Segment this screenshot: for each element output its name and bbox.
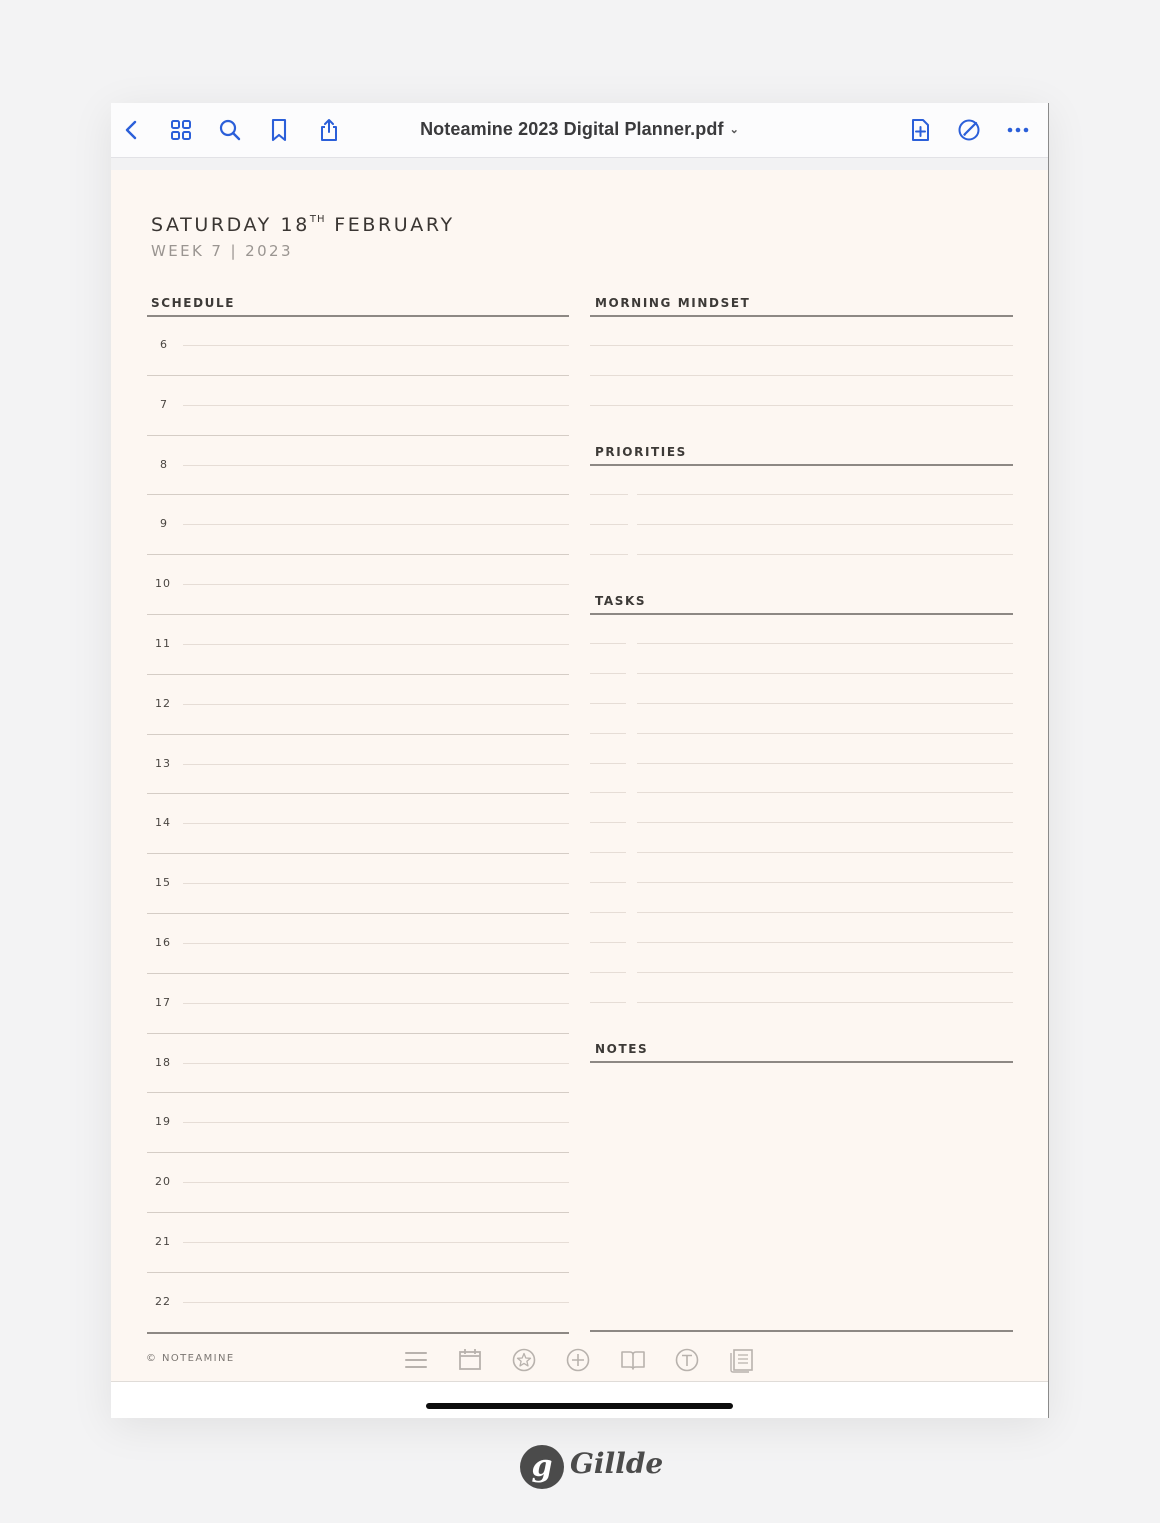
schedule-half-line[interactable] <box>183 823 569 824</box>
schedule-half-line[interactable] <box>183 345 569 346</box>
schedule-hour-line[interactable] <box>147 494 569 495</box>
priority-line[interactable] <box>637 494 1013 495</box>
morning-mindset-label: MORNING MINDSET <box>595 296 751 310</box>
top-toolbar <box>111 103 1048 158</box>
hour-label: 17 <box>155 995 171 1009</box>
mindset-line[interactable] <box>590 405 1013 406</box>
month-text: FEBRUARY <box>334 214 455 236</box>
schedule-half-line[interactable] <box>183 943 569 944</box>
footer-brand: © NOTEAMINE <box>146 1353 235 1364</box>
hour-label: 15 <box>155 876 171 890</box>
task-check-line[interactable] <box>590 882 626 883</box>
schedule-half-line[interactable] <box>183 405 569 406</box>
schedule-half-line[interactable] <box>183 883 569 884</box>
task-line[interactable] <box>637 912 1013 913</box>
task-line[interactable] <box>637 763 1013 764</box>
task-check-line[interactable] <box>590 763 626 764</box>
document-title-text: Noteamine 2023 Digital Planner.pdf <box>420 119 724 139</box>
notes-icon[interactable] <box>729 1347 755 1373</box>
hour-label: 21 <box>155 1235 171 1248</box>
priority-line[interactable] <box>637 554 1013 555</box>
priority-check-line[interactable] <box>590 554 628 555</box>
hour-label: 14 <box>155 816 171 830</box>
schedule-label: SCHEDULE <box>151 296 236 310</box>
task-line[interactable] <box>637 822 1013 823</box>
schedule-hour-line[interactable] <box>147 614 569 615</box>
task-check-line[interactable] <box>590 942 626 943</box>
t-circle-icon[interactable] <box>674 1347 700 1373</box>
gillde-logo-icon <box>518 1443 566 1491</box>
morning-mindset-rule <box>590 315 1013 317</box>
schedule-hour-line[interactable] <box>147 1332 569 1334</box>
schedule-hour-line[interactable] <box>147 435 569 436</box>
schedule-hour-line[interactable] <box>147 853 569 854</box>
task-check-line[interactable] <box>590 703 626 704</box>
task-line[interactable] <box>637 703 1013 704</box>
task-line[interactable] <box>637 643 1013 644</box>
task-line[interactable] <box>637 792 1013 793</box>
schedule-hour-line[interactable] <box>147 913 569 914</box>
schedule-hour-line[interactable] <box>147 734 569 735</box>
task-check-line[interactable] <box>590 673 626 674</box>
task-line[interactable] <box>637 882 1013 883</box>
hour-label: 11 <box>155 637 171 650</box>
tasks-label: TASKS <box>595 594 647 608</box>
markup-icon[interactable] <box>956 117 982 143</box>
hour-label: 10 <box>155 577 171 591</box>
schedule-rule <box>147 315 569 317</box>
page-gap <box>111 158 1048 170</box>
home-indicator[interactable] <box>426 1403 733 1409</box>
schedule-hour-line[interactable] <box>147 1152 569 1153</box>
schedule-half-line[interactable] <box>183 465 569 466</box>
hour-label: 20 <box>155 1175 171 1189</box>
tasks-rule <box>590 613 1013 615</box>
schedule-half-line[interactable] <box>183 1182 569 1183</box>
day-suffix: TH <box>309 213 326 225</box>
hour-label: 8 <box>160 457 168 471</box>
schedule-half-line[interactable] <box>183 764 569 765</box>
hour-label: 18 <box>155 1055 171 1069</box>
task-line[interactable] <box>637 852 1013 853</box>
star-icon[interactable] <box>511 1347 537 1373</box>
schedule-half-line[interactable] <box>183 584 569 585</box>
add-page-icon[interactable] <box>907 117 933 143</box>
more-icon[interactable] <box>1005 117 1031 143</box>
notes-label: NOTES <box>595 1042 649 1056</box>
schedule-hour-line[interactable] <box>147 793 569 794</box>
watermark-brand-name: Gillde <box>570 1447 664 1480</box>
priorities-label: PRIORITIES <box>595 445 687 459</box>
calendar-icon[interactable] <box>457 1347 483 1373</box>
task-line[interactable] <box>637 733 1013 734</box>
schedule-half-line[interactable] <box>183 704 569 705</box>
schedule-hour-line[interactable] <box>147 1033 569 1034</box>
schedule-half-line[interactable] <box>183 1063 569 1064</box>
task-check-line[interactable] <box>590 733 626 734</box>
schedule-hour-line[interactable] <box>147 674 569 675</box>
planner-page[interactable] <box>111 170 1048 1382</box>
book-icon[interactable] <box>620 1347 646 1373</box>
task-line[interactable] <box>637 972 1013 973</box>
priority-check-line[interactable] <box>590 524 628 525</box>
hour-label: 12 <box>155 696 171 710</box>
hour-label: 22 <box>155 1294 171 1308</box>
plus-circle-icon[interactable] <box>565 1347 591 1373</box>
task-check-line[interactable] <box>590 972 626 973</box>
day-text: SATURDAY 18 <box>151 214 310 236</box>
mindset-line[interactable] <box>590 345 1013 346</box>
schedule-hour-line[interactable] <box>147 1272 569 1273</box>
ipad-screen <box>111 103 1048 1418</box>
task-check-line[interactable] <box>590 822 626 823</box>
schedule-half-line[interactable] <box>183 1242 569 1243</box>
schedule-hour-line[interactable] <box>147 1212 569 1213</box>
task-line[interactable] <box>637 1002 1013 1003</box>
schedule-hour-line[interactable] <box>147 1092 569 1093</box>
task-check-line[interactable] <box>590 792 626 793</box>
schedule-half-line[interactable] <box>183 524 569 525</box>
priority-line[interactable] <box>637 524 1013 525</box>
week-line: WEEK 7 | 2023 <box>151 242 293 260</box>
hour-label: 19 <box>155 1115 171 1129</box>
task-line[interactable] <box>637 942 1013 943</box>
hour-label: 13 <box>155 756 171 770</box>
schedule-hour-line[interactable] <box>147 375 569 376</box>
task-check-line[interactable] <box>590 1002 626 1003</box>
svg-text:g: g <box>531 1449 553 1484</box>
chevron-down-icon: ⌄ <box>729 124 739 136</box>
task-check-line[interactable] <box>590 852 626 853</box>
hour-label: 9 <box>160 517 168 531</box>
priorities-rule <box>590 464 1013 466</box>
hour-label: 7 <box>160 397 168 411</box>
task-line[interactable] <box>637 673 1013 674</box>
hour-label: 16 <box>155 936 171 949</box>
task-check-line[interactable] <box>590 643 626 644</box>
menu-icon[interactable] <box>403 1347 429 1373</box>
schedule-hour-line[interactable] <box>147 554 569 555</box>
notes-bottom-rule <box>590 1330 1013 1332</box>
page-date-title <box>151 214 455 236</box>
schedule-half-line[interactable] <box>183 1302 569 1303</box>
mindset-line[interactable] <box>590 375 1013 376</box>
schedule-half-line[interactable] <box>183 1122 569 1123</box>
notes-rule <box>590 1061 1013 1063</box>
task-check-line[interactable] <box>590 912 626 913</box>
schedule-half-line[interactable] <box>183 644 569 645</box>
schedule-hour-line[interactable] <box>147 973 569 974</box>
hour-label: 6 <box>160 338 168 351</box>
schedule-half-line[interactable] <box>183 1003 569 1004</box>
priority-check-line[interactable] <box>590 494 628 495</box>
